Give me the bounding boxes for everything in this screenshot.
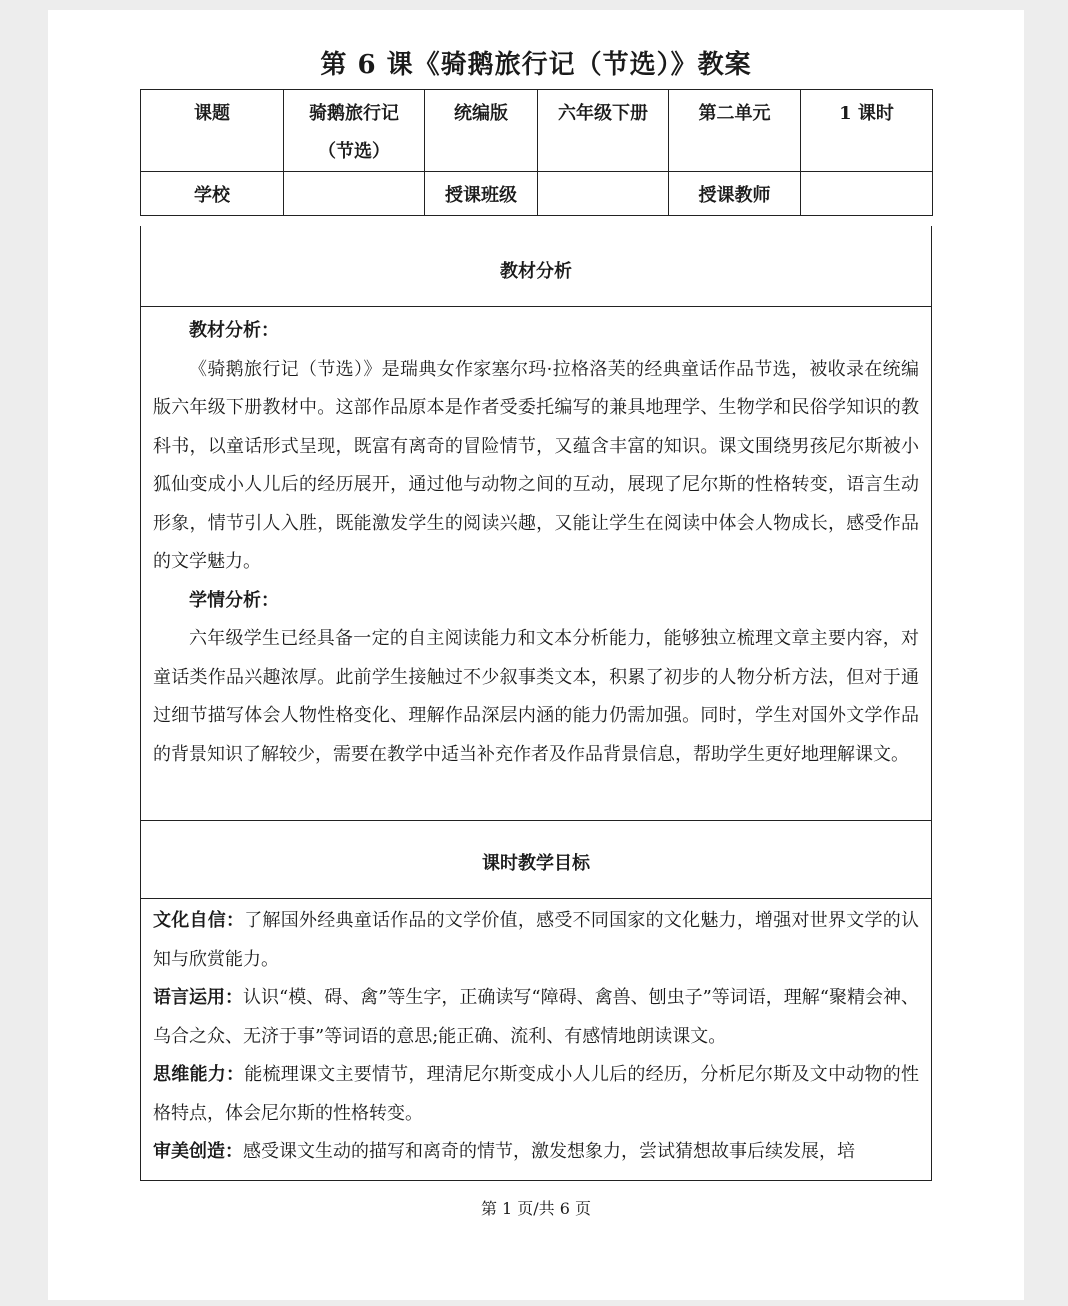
student-analysis-text: 六年级学生已经具备一定的自主阅读能力和文本分析能力，能够独立梳理文章主要内容，对童话类作品兴趣浓厚。此前学生接触过不少叙事类文本，积累了初步的人物分析方法，但对于通过细节描写体会人物性格变化、理解作品深层内涵的能力仍需加强。同时，学生对国外文学作品的背景知识了解较少，需要在教学中适当补充作者及作品背景信息，帮助学生更好地理解课文。 [153, 628, 919, 765]
cell-class-label: 授课班级 [425, 172, 538, 216]
cell-grade: 六年级下册 [538, 90, 669, 172]
goals-header-cell [140, 818, 932, 899]
goal-culture-text: 了解国外经典童话作品的文学价值，感受不同国家的文化魅力，增强对世界文学的认知与欣赏能力。 [153, 910, 920, 970]
goal-aesthetic [153, 1133, 919, 1172]
goals-header: 课时教学目标 [482, 853, 590, 874]
analysis-header-cell [140, 226, 932, 307]
goals-body-cell [140, 899, 932, 1181]
goal-culture [153, 902, 919, 979]
cell-teacher-value [801, 172, 933, 216]
goal-aesthetic-text: 感受课文生动的描写和离奇的情节，激发想象力，尝试猜想故事后续发展，培 [243, 1141, 855, 1162]
goal-thinking-text: 能梳理课文主要情节，理清尼尔斯变成小人儿后的经历，分析尼尔斯及文中动物的性格特点，体会尼尔斯的性格转变。 [153, 1064, 920, 1124]
cell-teacher-label: 授课教师 [669, 172, 801, 216]
page-title: 第 6 课《骑鹅旅行记（节选）》教案 [320, 50, 752, 80]
goal-thinking [153, 1056, 919, 1133]
cell-class-value [538, 172, 669, 216]
cell-topic-value [284, 90, 425, 172]
cell-edition: 统编版 [425, 90, 538, 172]
goal-aesthetic-label: 审美创造： [153, 1141, 243, 1162]
goal-language [153, 979, 919, 1056]
analysis-header: 教材分析 [500, 261, 572, 282]
topic-line-2: （节选） [318, 141, 390, 162]
goal-thinking-label: 思维能力： [153, 1064, 245, 1085]
cell-hours: 1 课时 [801, 90, 933, 172]
cell-topic-label: 课题 [141, 90, 284, 172]
goal-language-text: 认识“模、碍、禽”等生字，正确读写“障碍、禽兽、刨虫子”等词语，理解“聚精会神、乌合之众、无济于事”等词语的意思;能正确、流利、有感情地朗读课文。 [153, 987, 920, 1047]
info-row-2 [141, 172, 933, 216]
cell-school-label: 学校 [141, 172, 284, 216]
info-row-1 [141, 90, 933, 172]
cell-unit: 第二单元 [669, 90, 801, 172]
lesson-info-table [140, 89, 933, 216]
student-analysis-label: 学情分析： [189, 589, 279, 611]
textbook-analysis-text: 《骑鹅旅行记（节选）》是瑞典女作家塞尔玛·拉格洛芙的经典童话作品节选，被收录在统编版六年级下册教材中。这部作品原本是作者受委托编写的兼具地理学、生物学和民俗学知识的教科书，以童话形式呈现，既富有离奇的冒险情节，又蕴含丰富的知识。课文围绕男孩尼尔斯被小狐仙变成小人儿后的经历展开，通过他与动物之间的互动，展现了尼尔斯的性格转变，语言生动形象，情节引人入胜，既能激发学生的阅读兴趣，又能让学生在阅读中体会人物成长，感受作品的文学魅力。 [153, 358, 919, 572]
cell-school-value [284, 172, 425, 216]
analysis-body-cell [140, 307, 932, 821]
page-number: 第 1 页/共 6 页 [480, 1199, 592, 1218]
topic-line-1: 骑鹅旅行记 [309, 103, 399, 124]
textbook-analysis-label: 教材分析： [189, 320, 279, 341]
goal-language-label: 语言运用： [153, 987, 243, 1008]
document-page [48, 10, 1024, 1300]
goal-culture-label: 文化自信： [153, 910, 245, 931]
